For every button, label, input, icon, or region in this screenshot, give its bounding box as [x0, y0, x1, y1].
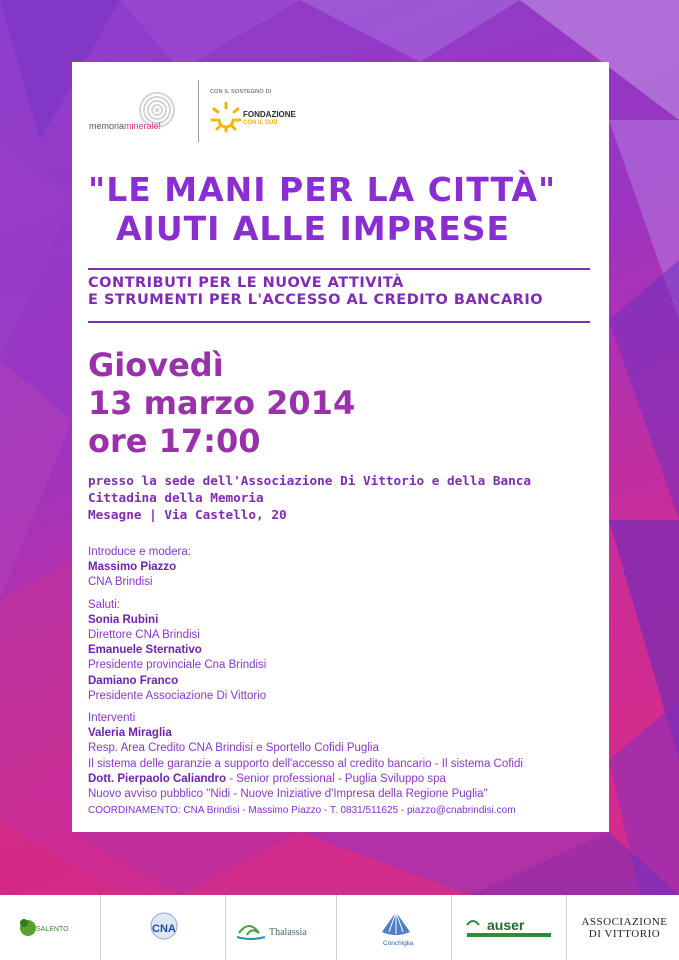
speaker-role: Presidente Associazione Di Vittorio	[88, 689, 267, 702]
event-datetime	[88, 346, 355, 460]
footer-divider	[566, 895, 567, 960]
fondazione-caption: CON IL SOSTEGNO DI	[210, 89, 272, 95]
auser-logo	[454, 895, 564, 960]
intro-heading: Introduce e modera:	[88, 546, 191, 558]
location-line-3: Mesagne | Via Castello, 20	[88, 507, 287, 522]
talk-topic: Il sistema delle garanzie a supporto dell'accesso al credito bancario - Il sistema Cofidi	[88, 757, 523, 770]
event-time: ore 17:00	[88, 422, 261, 460]
speaker-name: Emanuele Sternativo	[88, 644, 202, 657]
speaker-name: Massimo Piazzo	[88, 561, 177, 574]
title-line-1: "LE MANI PER LA CITTÀ"	[88, 170, 557, 209]
speaker-role: - Senior professional - Puglia Sviluppo spa	[226, 772, 446, 785]
title-line-2: AIUTI ALLE IMPRESE	[116, 209, 511, 248]
cna-globe-icon	[143, 911, 185, 945]
associazione-line-1: ASSOCIAZIONE	[581, 915, 668, 928]
sun-icon	[210, 101, 242, 133]
associazione-line-2: DI VITTORIO	[588, 927, 661, 940]
speaker-name: Sonia Rubini	[88, 613, 159, 626]
subtitle-line-1: CONTRIBUTI PER LE NUOVE ATTIVITÀ	[88, 275, 404, 291]
saluti-heading: Saluti:	[88, 598, 120, 611]
logo-divider	[198, 80, 199, 142]
event-location	[88, 472, 593, 523]
event-date: 13 marzo 2014	[88, 384, 356, 422]
speaker-role: CNA Brindisi	[88, 576, 153, 589]
svg-text:SALENTO: SALENTO	[36, 925, 69, 933]
conchiglia-logo	[344, 895, 448, 960]
location-line-1: presso la sede dell'Associazione Di Vittorio e della Banca	[88, 473, 532, 488]
memoria-minerale-text: memoriaminerale!	[89, 121, 162, 131]
subtitle-line-2: E STRUMENTI PER L'ACCESSO AL CREDITO BANCARIO	[88, 292, 544, 308]
speaker-name: Valeria Miraglia	[88, 727, 172, 740]
speaker-role: Direttore CNA Brindisi	[88, 629, 200, 642]
footer-divider	[451, 895, 452, 960]
fondazione-name: FONDAZIONE CON IL SUD	[243, 110, 296, 126]
svg-text:auser: auser	[487, 916, 525, 933]
speaker-name: Dott. Pierpaolo Caliandro	[88, 772, 227, 785]
thalassia-icon	[235, 911, 325, 945]
speaker-name: Damiano Franco	[88, 674, 179, 687]
interventi-heading: Interventi	[88, 712, 136, 725]
event-subtitle	[88, 275, 598, 309]
speaker-role: Resp. Area Credito CNA Brindisi e Sportello Cofidi Puglia	[88, 742, 379, 755]
thalassia-logo	[228, 895, 332, 960]
subtitle-rule-bottom	[88, 321, 590, 323]
sponsor-footer	[0, 895, 679, 960]
leaf-icon	[16, 913, 86, 943]
footer-divider	[336, 895, 337, 960]
associazione-di-vittorio-logo	[570, 895, 679, 960]
coordination-contact: COORDINAMENTO: CNA Brindisi - Massimo Piazzo - T. 0831/511625 - piazzo@cnabrindisi.com	[88, 805, 516, 816]
location-line-2: Cittadina della Memoria	[88, 490, 264, 505]
speaker-role: Presidente provinciale Cna Brindisi	[88, 659, 267, 672]
event-day: Giovedì	[88, 346, 224, 384]
event-program	[88, 545, 598, 802]
svg-text:Conchiglia: Conchiglia	[383, 939, 414, 947]
shell-icon	[374, 908, 418, 948]
footer-divider	[225, 895, 226, 960]
speaker-line	[88, 772, 598, 787]
footer-divider	[100, 895, 101, 960]
auser-icon	[461, 913, 557, 943]
talk-topic: Nuovo avviso pubblico "Nidi - Nuove Iniziative d'Impresa della Regione Puglia"	[88, 788, 488, 801]
salento-logo	[8, 895, 94, 960]
memoria-minerale-logo	[89, 88, 189, 138]
svg-text:Thalassia: Thalassia	[269, 926, 307, 938]
svg-text:CNA: CNA	[152, 922, 176, 935]
cna-logo	[106, 895, 222, 960]
subtitle-rule-top	[88, 268, 590, 270]
event-title	[88, 170, 598, 248]
fondazione-con-il-sud-logo	[210, 89, 320, 141]
